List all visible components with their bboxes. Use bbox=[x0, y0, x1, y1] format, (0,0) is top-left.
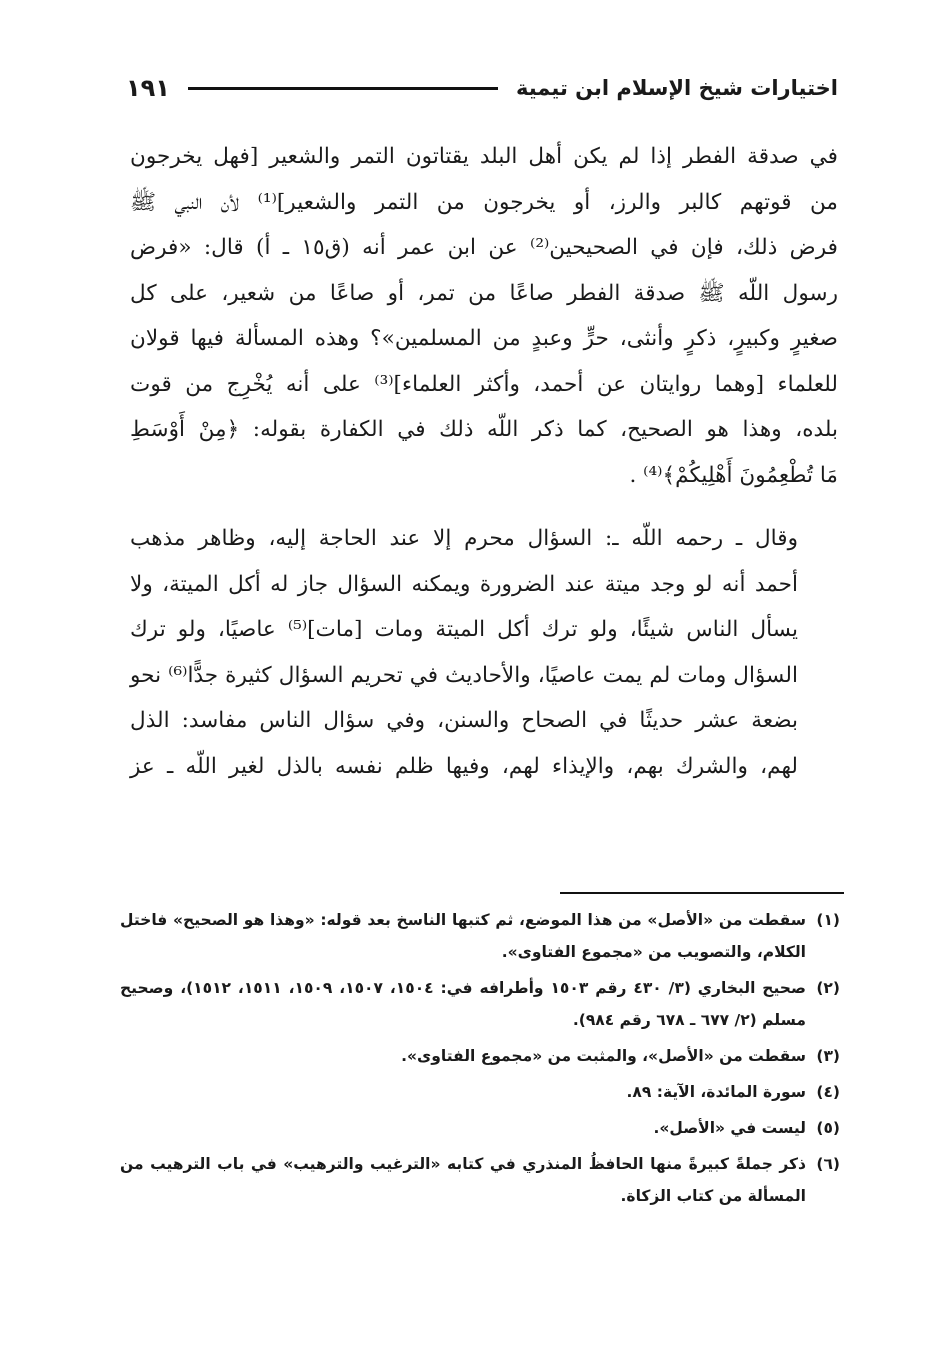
text-line: صغيرٍ وكبيرٍ، ذكرٍ وأنثى، حرٍّ وعبدٍ من المسلمين»؟ وهذه المسألة فيها قولان bbox=[130, 326, 838, 351]
footnote-text: سورة المائدة، الآية: ٨٩. bbox=[626, 1083, 806, 1101]
footnote-2 bbox=[120, 972, 840, 1036]
footnote-text: صحيح البخاري (٣/ ٤٣٠ رقم ١٥٠٣ وأطرافه في: ١٥٠٤، ١٥٠٧، ١٥٠٩، ١٥١١، ١٥١٢)، وصحيح مسلم (٢/ ٦٧٧ ـ ٦٧٨ رقم ٩٨٤). bbox=[120, 979, 806, 1029]
footnote-separator bbox=[560, 892, 844, 894]
text-line: وقال ـ رحمه اللّه ـ: السؤال محرم إلا عند الحاجة إليه، وظاهر مذهب bbox=[130, 526, 798, 551]
text-line: يسأل الناس شيئًا، ولو ترك أكل الميتة ومات [مات]⁽⁵⁾ عاصيًا، ولو ترك bbox=[130, 617, 798, 642]
header-rule bbox=[188, 87, 498, 90]
footnote-number: (٥) bbox=[816, 1119, 840, 1137]
footnote-text: ليست في «الأصل». bbox=[653, 1119, 806, 1137]
footnote-4 bbox=[120, 1076, 840, 1108]
footnote-number: (٤) bbox=[816, 1083, 840, 1101]
text-line: من قوتهم كالبر والرز، أو يخرجون من التمر والشعير]⁽¹⁾ لأن النبي ﷺ bbox=[130, 189, 838, 215]
page-header bbox=[126, 70, 838, 106]
footnote-text: سقطت من «الأصل» من هذا الموضع، ثم كتبها الناسخ بعد قوله: «وهذا هو الصحيح» فاختل الكلام، والتصويب من «مجموع الفتاوى». bbox=[120, 911, 806, 961]
footnote-6 bbox=[120, 1148, 840, 1212]
page-number: ١٩١ bbox=[126, 74, 170, 102]
footnote-1 bbox=[120, 904, 840, 968]
text-line: السؤال ومات لم يمت عاصيًا، والأحاديث في تحريم السؤال كثيرة جدًّا⁽⁶⁾ نحو bbox=[130, 662, 798, 688]
footnote-text: ذكر جملةً كبيرةً منها الحافظُ المنذري في كتابه «الترغيب والترهيب» في باب الترهيب من المسألة من كتاب الزكاة. bbox=[120, 1155, 806, 1205]
footnote-number: (٦) bbox=[816, 1155, 840, 1173]
footnote-number: (١) bbox=[816, 911, 840, 929]
text-line: مَا تُطْعِمُونَ أَهْلِيكُمْ﴾⁽⁴⁾ . bbox=[629, 462, 838, 488]
text-line: بلده، وهذا هو الصحيح، كما ذكر اللّه ذلك في الكفارة بقوله: ﴿مِنْ أَوْسَطِ bbox=[130, 417, 838, 442]
text-line: لهم، والشرك بهم، والإيذاء لهم، وفيها ظلم نفسه بالذل لغير اللّه ـ عز bbox=[130, 753, 798, 779]
text-line: رسول اللّه ﷺ صدقة الفطر صاعًا من تمر، أو صاعًا من شعير، على كل bbox=[130, 280, 838, 306]
footnote-number: (٣) bbox=[816, 1047, 840, 1065]
footnote-text: سقطت من «الأصل»، والمثبت من «مجموع الفتاوى». bbox=[401, 1047, 806, 1065]
text-line: في صدقة الفطر إذا لم يكن أهل البلد يقتاتون التمر والشعير [فهل يخرجون bbox=[130, 144, 838, 169]
main-text bbox=[130, 134, 838, 789]
footnotes bbox=[120, 904, 840, 1216]
footnote-number: (٢) bbox=[816, 979, 840, 997]
running-title: اختيارات شيخ الإسلام ابن تيمية bbox=[515, 76, 838, 100]
text-line: للعلماء [وهما روايتان عن أحمد، وأكثر العلماء]⁽³⁾ على أنه يُخْرِج من قوت bbox=[130, 371, 838, 397]
paragraph-1 bbox=[130, 134, 838, 498]
text-line: أحمد أنه لو وجد ميتة عند الضرورة ويمكنه السؤال جاز له أكل الميتة، ولا bbox=[130, 571, 798, 597]
text-line: بضعة عشر حديثًا في الصحاح والسنن، وفي سؤال الناس مفاسد: الذل bbox=[130, 708, 798, 733]
paragraph-2 bbox=[130, 516, 838, 789]
footnote-5 bbox=[120, 1112, 840, 1144]
footnote-3 bbox=[120, 1040, 840, 1072]
text-line: فرض ذلك، فإن في الصحيحين⁽²⁾ عن ابن عمر أنه (ق١٥ ـ أ) قال: «فرض bbox=[130, 235, 838, 260]
